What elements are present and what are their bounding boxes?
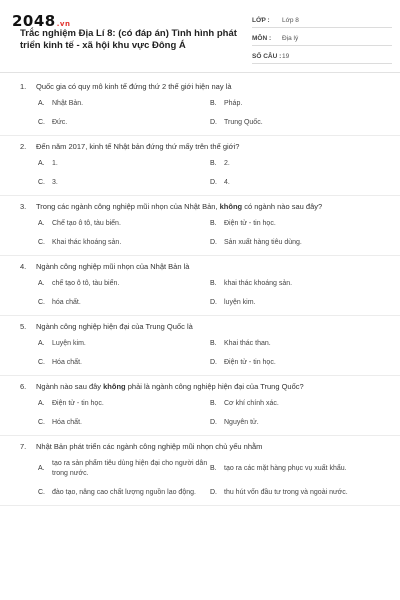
answer-option[interactable]	[210, 358, 382, 368]
question-number: 5.	[20, 322, 27, 331]
question-text-start: Ngành công nghiệp mũi nhọn của Nhật Bản là	[36, 262, 190, 271]
answer-option[interactable]	[38, 219, 210, 229]
answer-options	[20, 399, 382, 428]
page-header	[0, 0, 400, 72]
answer-option[interactable]	[38, 488, 210, 498]
question-text-end: có ngành nào sau đây?	[242, 202, 323, 211]
option-text: Luyện kim.	[52, 340, 86, 347]
option-letter: D.	[210, 299, 217, 306]
option-text: Chế tạo ô tô, tàu biển.	[52, 220, 121, 227]
question-text	[20, 202, 382, 212]
question-item	[0, 76, 400, 136]
option-text: 4.	[224, 179, 230, 186]
answer-option[interactable]	[210, 159, 382, 169]
question-text-start: Ngành nào sau đây	[36, 382, 104, 391]
meta-grade-value: Lớp 8	[282, 16, 299, 24]
option-letter: A.	[38, 340, 45, 347]
answer-option[interactable]	[38, 298, 210, 308]
question-text	[20, 322, 382, 332]
option-text: Khai thác than.	[224, 340, 271, 347]
question-item	[0, 436, 400, 506]
option-letter: A.	[38, 465, 45, 472]
meta-grade-label: LỚP :	[252, 16, 270, 24]
answer-options	[20, 99, 382, 128]
meta-grade	[252, 13, 392, 28]
option-letter: D.	[210, 489, 217, 496]
option-letter: A.	[38, 160, 45, 167]
answer-option[interactable]	[38, 159, 210, 169]
question-number: 3.	[20, 202, 27, 211]
answer-option[interactable]	[210, 298, 382, 308]
option-letter: A.	[38, 280, 45, 287]
option-letter: D.	[210, 119, 217, 126]
option-letter: B.	[210, 400, 217, 407]
answer-option[interactable]	[210, 99, 382, 109]
question-number: 4.	[20, 262, 27, 271]
meta-subject	[252, 31, 392, 46]
option-letter: C.	[38, 119, 45, 126]
question-body	[36, 202, 322, 212]
answer-option[interactable]	[210, 178, 382, 188]
question-text-end: phải là ngành công nghiệp hiện đại của Trung Quốc?	[125, 382, 304, 391]
question-text	[20, 442, 382, 452]
option-text: Trung Quốc.	[224, 119, 263, 126]
question-body	[36, 442, 262, 452]
option-letter: D.	[210, 359, 217, 366]
option-text: Hóa chất.	[52, 359, 82, 366]
question-body	[36, 262, 189, 272]
option-letter: C.	[38, 359, 45, 366]
logo-suffix: .vn	[56, 20, 71, 28]
question-body	[36, 142, 239, 152]
option-text: 2.	[224, 160, 230, 167]
answer-option[interactable]	[38, 459, 210, 479]
option-text: Hóa chất.	[52, 419, 82, 426]
answer-option[interactable]	[210, 279, 382, 289]
answer-options	[20, 339, 382, 368]
question-text	[20, 382, 382, 392]
answer-options	[20, 459, 382, 498]
option-text: Điện tử - tin học.	[224, 359, 276, 366]
meta-count	[252, 49, 392, 64]
answer-options	[20, 219, 382, 248]
question-text-start: Nhật Bản phát triển các ngành công nghiệp mũi nhọn chủ yếu nhằm	[36, 442, 263, 451]
question-text-emphasis: không	[219, 202, 243, 211]
answer-option[interactable]	[38, 279, 210, 289]
option-letter: B.	[210, 280, 217, 287]
option-text: luyện kim.	[224, 299, 256, 306]
answer-option[interactable]	[210, 118, 382, 128]
option-letter: B.	[210, 465, 217, 472]
question-text-emphasis: không	[103, 382, 126, 391]
option-text: Cơ khí chính xác.	[224, 400, 279, 407]
option-text: Điện tử - tin học.	[52, 400, 104, 407]
answer-option[interactable]	[38, 358, 210, 368]
option-text: chế tạo ô tô, tàu biển.	[52, 280, 120, 287]
answer-option[interactable]	[38, 339, 210, 349]
option-letter: C.	[38, 299, 45, 306]
option-text: tạo ra các mặt hàng phục vụ xuất khẩu.	[224, 465, 347, 472]
option-letter: B.	[210, 100, 217, 107]
option-text: Đức.	[52, 119, 68, 126]
option-letter: C.	[38, 489, 45, 496]
answer-option[interactable]	[38, 178, 210, 188]
question-text-start: Quốc gia có quy mô kinh tế đứng thứ 2 thế giới hiện nay là	[36, 82, 232, 91]
answer-option[interactable]	[210, 399, 382, 409]
question-text-start: Đến năm 2017, kinh tế Nhật bản đứng thứ mấy trên thế giới?	[36, 142, 240, 151]
answer-option[interactable]	[38, 118, 210, 128]
meta-subject-value: Địa lý	[282, 34, 299, 42]
answer-option[interactable]	[38, 399, 210, 409]
option-text: hóa chất.	[52, 299, 81, 306]
question-text-start: Trong các ngành công nghiệp mũi nhọn của Nhật Bản,	[36, 202, 220, 211]
answer-option[interactable]	[38, 99, 210, 109]
question-item	[0, 136, 400, 196]
answer-option[interactable]	[210, 488, 382, 498]
option-letter: C.	[38, 239, 45, 246]
question-text-start: Ngành công nghiệp hiện đại của Trung Quốc là	[36, 322, 193, 331]
option-text: Điện tử - tin học.	[224, 220, 276, 227]
meta-count-value: 19	[282, 52, 290, 60]
option-letter: A.	[38, 400, 45, 407]
question-body	[36, 382, 304, 392]
option-letter: D.	[210, 179, 217, 186]
option-letter: A.	[38, 220, 45, 227]
meta-subject-label: MÔN :	[252, 34, 272, 42]
question-item	[0, 256, 400, 316]
option-text: khai thác khoáng sản.	[224, 280, 293, 287]
answer-options	[20, 159, 382, 188]
answer-option[interactable]	[210, 219, 382, 229]
answer-option[interactable]	[38, 418, 210, 428]
option-text: Nhật Bản.	[52, 100, 84, 107]
question-number: 7.	[20, 442, 27, 451]
question-body	[36, 322, 193, 332]
answer-option[interactable]	[210, 339, 382, 349]
question-body	[36, 82, 232, 92]
answer-option[interactable]	[210, 418, 382, 428]
question-item	[0, 376, 400, 436]
option-text: Pháp.	[224, 100, 243, 107]
option-text: Khai thác khoáng sản.	[52, 239, 122, 246]
meta-count-label: SỐ CÂU :	[252, 52, 282, 60]
answer-option[interactable]	[210, 238, 382, 248]
option-text: Sản xuất hàng tiêu dùng.	[224, 239, 302, 246]
question-number: 1.	[20, 82, 27, 91]
question-item	[0, 316, 400, 376]
option-text: đào tạo, nâng cao chất lượng nguồn lao động.	[52, 489, 196, 496]
answer-options	[20, 279, 382, 308]
question-number: 2.	[20, 142, 27, 151]
quiz-meta	[252, 13, 392, 67]
option-letter: D.	[210, 419, 217, 426]
logo-number: 2048	[12, 12, 56, 30]
option-text: 3.	[52, 179, 58, 186]
option-letter: B.	[210, 160, 217, 167]
question-number: 6.	[20, 382, 27, 391]
question-text	[20, 82, 382, 92]
question-text	[20, 262, 382, 272]
option-letter: A.	[38, 100, 45, 107]
option-letter: D.	[210, 239, 217, 246]
answer-option[interactable]	[210, 459, 382, 479]
option-text: tạo ra sản phẩm tiêu dùng hiện đại cho người dân trong nước.	[52, 460, 208, 477]
option-text: 1.	[52, 160, 58, 167]
page-title: Trắc nghiệm Địa Lí 8: (có đáp án) Tình hình phát triển kinh tế - xã hội khu vực Đông Á	[20, 28, 237, 51]
header-divider	[0, 72, 400, 73]
option-letter: B.	[210, 340, 217, 347]
question-list	[0, 76, 400, 506]
question-item	[0, 196, 400, 256]
option-text: Nguyên tử.	[224, 419, 259, 426]
option-text: thu hút vốn đầu tư trong và ngoài nước.	[224, 489, 348, 496]
option-letter: B.	[210, 220, 217, 227]
option-letter: C.	[38, 419, 45, 426]
question-text	[20, 142, 382, 152]
answer-option[interactable]	[38, 238, 210, 248]
option-letter: C.	[38, 179, 45, 186]
